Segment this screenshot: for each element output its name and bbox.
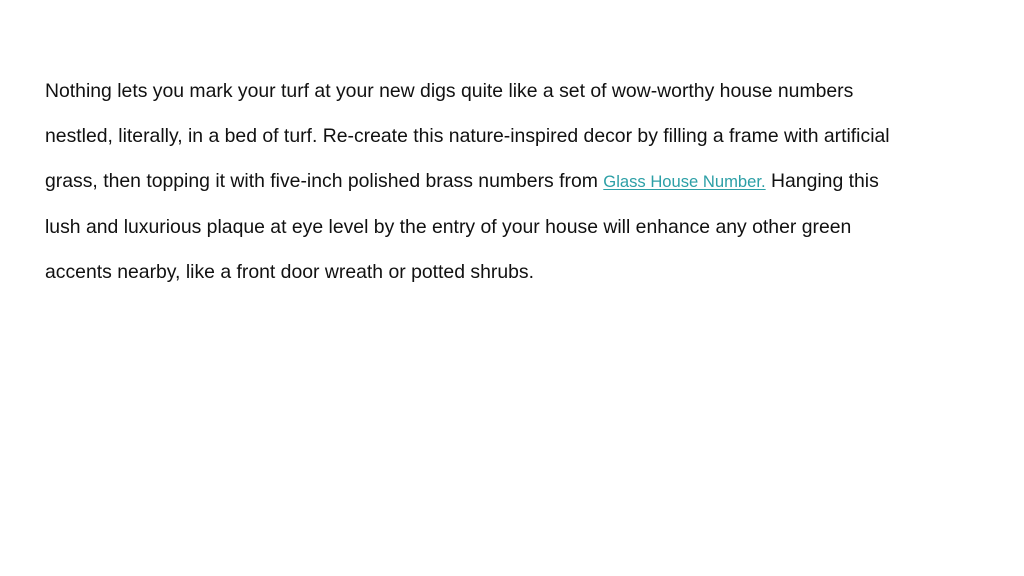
paragraph-line-5: accents nearby, like a front door wreath or potted shrubs.	[45, 260, 534, 283]
paragraph-line-1: Nothing lets you mark your turf at your new digs quite like a set of wow-worthy house numbers	[45, 80, 854, 102]
line-3-text-before-link: grass, then topping it with five-inch polished brass numbers from	[45, 170, 604, 193]
line-3-text-after-link: Hanging this	[765, 170, 879, 193]
paragraph-line-4: lush and luxurious plaque at eye level by the entry of your house will enhance any other green	[45, 215, 852, 238]
glass-house-number-link[interactable]: Glass House Number.	[603, 172, 766, 192]
paragraph-line-3	[45, 159, 970, 204]
body-paragraph	[45, 69, 970, 295]
paragraph-line-2: nestled, literally, in a bed of turf. Re-create this nature-inspired decor by filling a frame with artificial	[45, 125, 890, 148]
